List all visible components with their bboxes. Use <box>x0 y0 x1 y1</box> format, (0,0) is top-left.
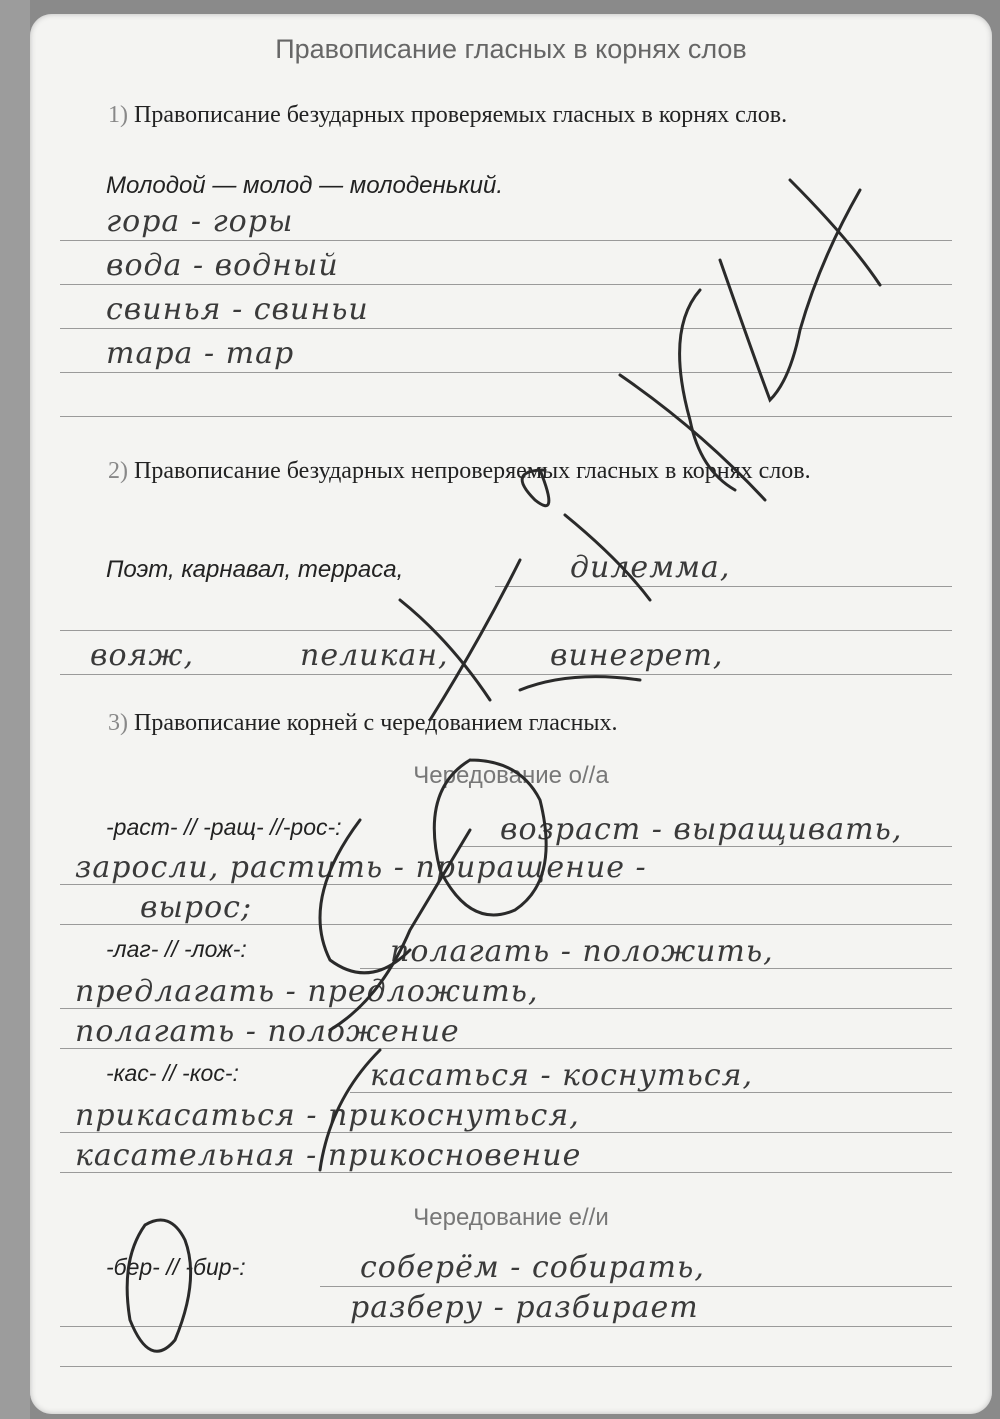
workbook-page <box>30 14 992 1414</box>
task-1-text: Правописание безударных проверяемых гласных в корнях слов. <box>134 102 788 128</box>
writing-line <box>60 328 952 329</box>
task-1-answer: тара - тар <box>106 336 295 371</box>
rule-label-lag: -лаг- // -лож-: <box>106 936 247 962</box>
task-3-answer: полагать - положить, <box>390 934 774 969</box>
task-2-sample: Поэт, карнавал, терраса, <box>106 556 404 583</box>
rule-label-ber: -бер- // -бир-: <box>106 1254 246 1280</box>
task-2-text: Правописание безударных непроверяемых гласных в корнях слов. <box>134 458 811 484</box>
task-3-answer: возраст - выращивать, <box>500 812 903 847</box>
writing-line <box>60 630 952 631</box>
task-3-text: Правописание корней с чередованием гласных. <box>134 710 618 736</box>
task-1-answer: вода - водный <box>106 248 339 283</box>
subheading-o-a: Чередование о//а <box>413 762 609 789</box>
task-3-answer: прикасаться - прикоснуться, <box>75 1098 580 1133</box>
writing-line <box>60 1326 952 1327</box>
task-1-prompt <box>60 96 970 134</box>
task-3-answer: касаться - коснуться, <box>370 1058 754 1093</box>
task-3-answer: предлагать - предложить, <box>75 974 539 1009</box>
task-2-answer: дилемма, <box>570 550 731 585</box>
task-1-answer: гора - горы <box>106 204 294 239</box>
task-1-number: 1) <box>108 102 128 128</box>
writing-line <box>495 586 952 587</box>
task-1-sample: Молодой — молод — молоденький. <box>106 172 504 199</box>
task-2-number: 2) <box>108 458 128 484</box>
task-3-answer: соберём - собирать, <box>360 1250 705 1285</box>
task-2-prompt <box>60 452 970 490</box>
task-2-answer: винегрет, <box>550 638 724 673</box>
torn-edge <box>0 0 30 1419</box>
task-3-answer: вырос; <box>140 890 253 925</box>
task-3-answer: заросли, растить - приращение - <box>75 850 647 885</box>
rule-label-rast: -раст- // -ращ- //-рос-: <box>106 814 342 840</box>
task-1-answer: свинья - свиньи <box>106 292 369 327</box>
rule-label-kas: -кас- // -кос-: <box>106 1060 239 1086</box>
task-2-answer: вояж, <box>90 638 195 673</box>
task-3-answer: полагать - положение <box>75 1014 460 1049</box>
task-3-number: 3) <box>108 710 128 736</box>
writing-line <box>60 1366 952 1367</box>
task-3-answer: касательная - прикосновение <box>75 1138 582 1173</box>
writing-line <box>60 674 952 675</box>
task-2-answer: пеликан, <box>300 638 449 673</box>
writing-line <box>60 284 952 285</box>
task-3-prompt <box>60 704 970 742</box>
writing-line <box>60 240 952 241</box>
subheading-e-i: Чередование е//и <box>413 1204 609 1231</box>
writing-line <box>60 372 952 373</box>
task-3-answer: разберу - разбирает <box>350 1290 699 1325</box>
page-title: Правописание гласных в корнях слов <box>275 34 747 64</box>
writing-line <box>60 416 952 417</box>
writing-line <box>320 1286 952 1287</box>
